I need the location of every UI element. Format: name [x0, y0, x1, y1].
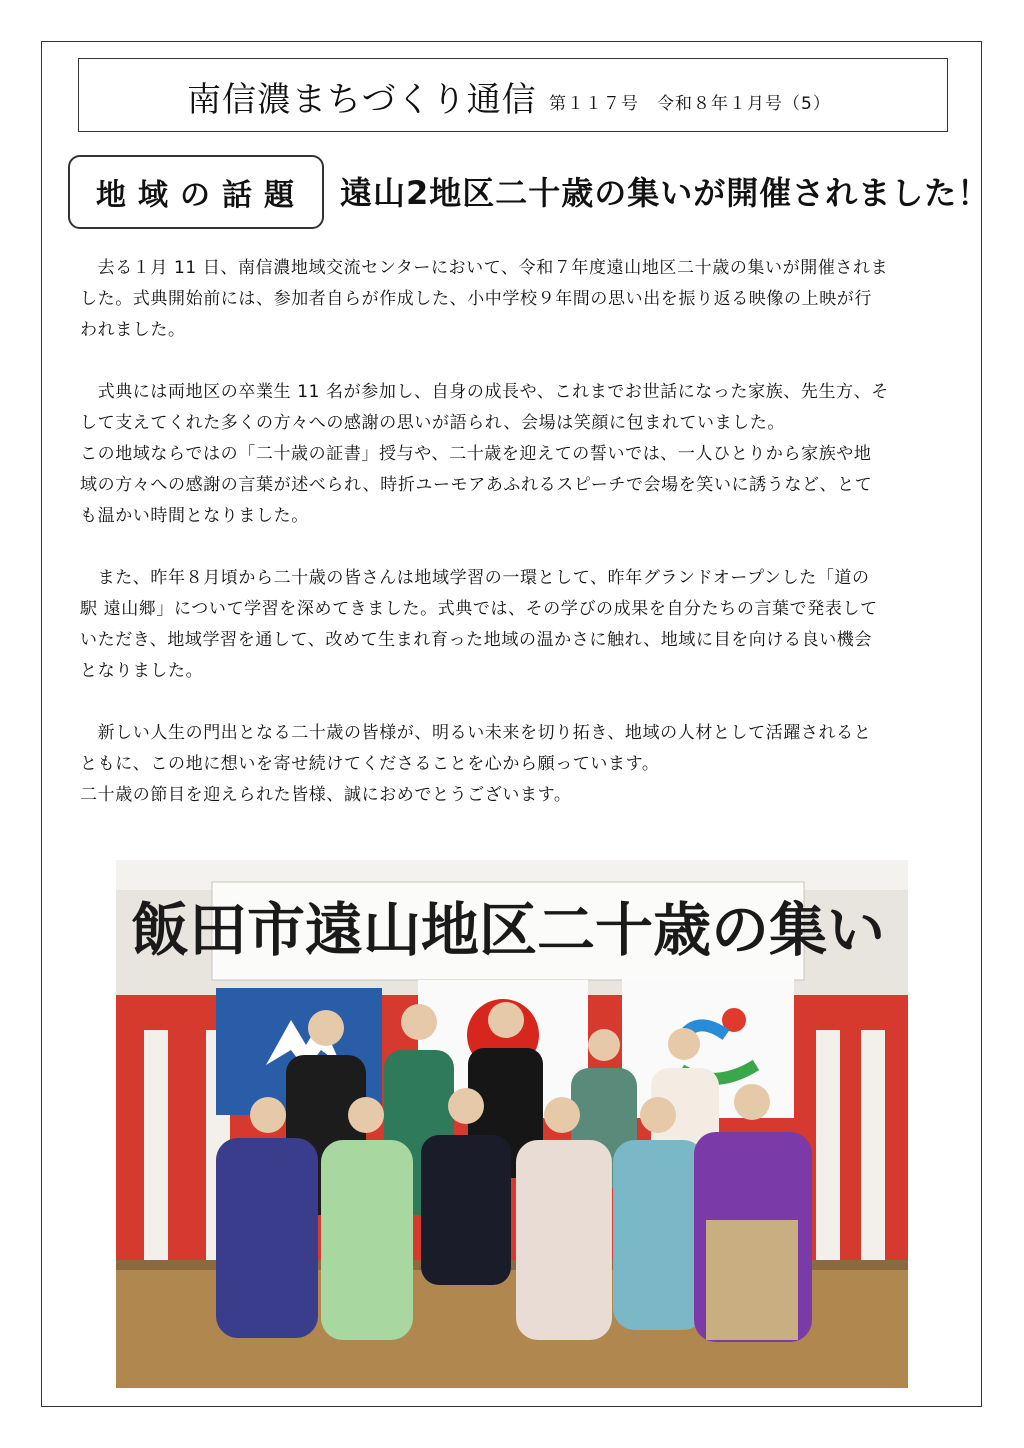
masthead-title: 南信濃まちづくり通信	[187, 80, 537, 120]
article-body	[80, 253, 950, 842]
group-photo-illustration	[116, 860, 908, 1388]
article-paragraph: 新しい人生の門出となる二十歳の皆様が、明るい未来を切り拓き、地域の人材として活躍されると ともに、この地に想いを寄せ続けてくださることを心から願っています。 二十歳の節目を迎えられた皆様、誠におめでとうございます。	[80, 723, 872, 805]
article-headline: 遠山2地区二十歳の集いが開催されました！	[340, 174, 991, 212]
masthead-issue: 第１１７号 令和８年１月号（5）	[549, 94, 831, 114]
banner-text: 飯田市遠山地区二十歳の集い	[130, 896, 886, 964]
article-paragraph: 式典には両地区の卒業生 11 名が参加し、自身の成長や、これまでお世話になった家族、先生方、そ して支えてくれた多くの方々への感謝の思いが語られ、会場は笑顔に包まれていました。 この地域ならではの「二十歳の証書」授与や、二十歳を迎えての誓いでは、一人ひとりから家族や地 域の方々への感謝の言葉が述べられ、時折ユーモアあふれるスピーチで会場を笑いに誘うなど、とて も温かい時間となりました。	[80, 382, 889, 526]
topic-badge: 地域の話題	[68, 155, 324, 229]
group-photo	[116, 860, 908, 1388]
event-banner	[131, 882, 885, 980]
article-paragraph: 去る１月 11 日、南信濃地域交流センターにおいて、令和７年度遠山地区二十歳の集いが開催されま した。式典開始前には、参加者自らが作成した、小中学校９年間の思い出を振り返る映像の上映が行 われました。	[80, 258, 889, 340]
masthead	[78, 58, 948, 132]
article-paragraph: また、昨年８月頃から二十歳の皆さんは地域学習の一環として、昨年グランドオープンした「道の 駅 遠山郷」について学習を深めてきました。式典では、その学びの成果を自分たちの言葉で発表して いただき、地域学習を通して、改めて生まれ育った地域の温かさに触れ、地域に目を向ける良い機会 となりました。	[80, 568, 878, 681]
